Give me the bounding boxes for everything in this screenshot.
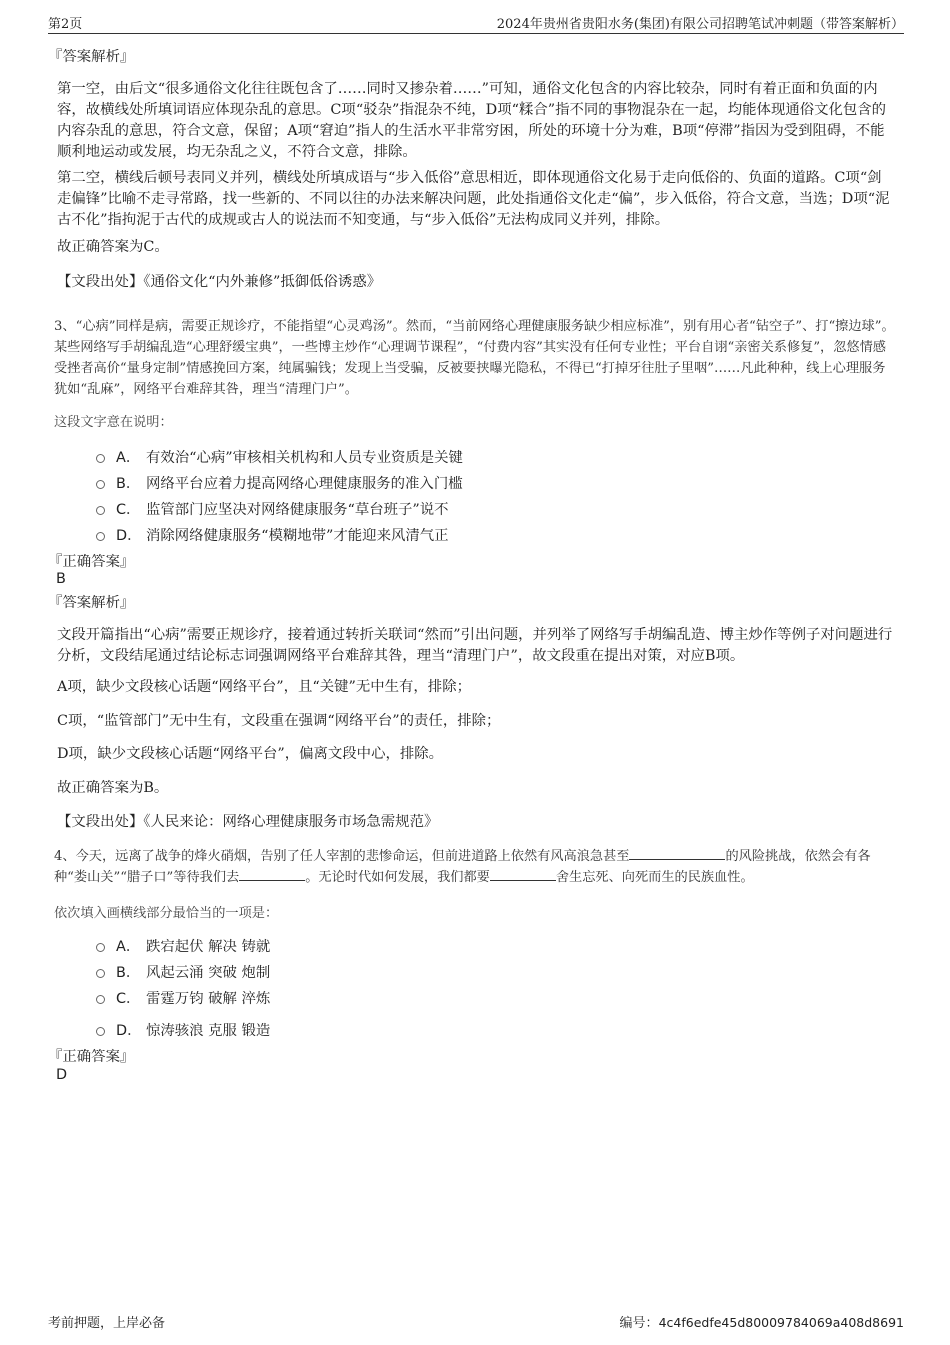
radio-button[interactable] (96, 454, 105, 463)
question-stem: 3、“心病”同样是病，需要正规诊疗，不能指望“心灵鸡汤”。然而，“当前网络心理健康服务缺少相应标准”，别有用心者“钻空子”、打“擦边球”。某些网络写手胡编乱造“心理舒缓宝典”，一些博主炒作“心理调节课程”，“付费内容”其实没有任何专业性；平台自诩“亲密关系修复”，忽悠情感受挫者高价“量身定制”情感挽回方案，纯属骗钱；发现上当受骗，反被要挟曝光隐私，不得已“打掉牙往肚子里咽”……凡此种种，线上心理服务犹如“乱麻”，网络平台难辞其咎，理当“清理门户”。 (54, 319, 895, 397)
source-citation: 【文段出处】《通俗文化“内外兼修”抵御低俗诱惑》 (57, 274, 382, 290)
analysis-paragraph: 文段开篇指出“心病”需要正规诊疗，接着通过转折关联词“然而”引出问题，并列举了网络写手胡编乱造、博主炒作等例子对问题进行分析，文段结尾通过结论标志词强调网络平台难辞其咎，理当“清理门户”，故文段重在提出对策，对应B项。 (57, 627, 893, 664)
radio-button[interactable] (96, 480, 105, 489)
footer-slogan: 考前押题，上岸必备 (48, 1316, 166, 1331)
source-citation: 【文段出处】《人民来论：网络心理健康服务市场急需规范》 (57, 814, 439, 830)
correct-answer: B (56, 571, 66, 587)
document-code: 编号：4c4f6edfe45d80009784069a408d8691 (619, 1315, 904, 1331)
radio-button[interactable] (96, 1027, 105, 1036)
blank-2[interactable] (239, 868, 305, 881)
correct-answer: D (56, 1067, 68, 1083)
question-prompt: 这段文字意在说明： (54, 415, 173, 430)
radio-button[interactable] (96, 943, 105, 952)
correct-answer-label: 『正确答案』 (48, 554, 135, 570)
radio-button[interactable] (96, 532, 105, 541)
question-stem: 4、今天，远离了战争的烽火硝烟，告别了任人宰割的悲惨命运，但前进道路上依然有风高浪急甚至 的风险挑战，依然会有各种“娄山关”“腊子口”等待我们去 。无论时代如何发展，我们都要 舍生忘死、向死而生的民族血性。 (54, 849, 871, 885)
radio-button[interactable] (96, 506, 105, 515)
blank-3[interactable] (490, 868, 556, 881)
analysis-paragraph: 第二空，横线后顿号表同义并列，横线处所填成语与“步入低俗”意思相近，即体现通俗文化易于走向低俗的、负面的道路。C项“剑走偏锋”比喻不走寻常路，找一些新的、不同以往的办法来解决问题，此处指通俗文化走“偏”，步入低俗，符合文意，当选；D项“泥古不化”指拘泥于古代的成规或古人的说法而不知变通，与“步入低俗”无法构成同义并列，排除。 (57, 170, 890, 228)
analysis-label: 『答案解析』 (48, 49, 135, 65)
analysis-label: 『答案解析』 (48, 595, 135, 611)
page-header (48, 13, 904, 34)
radio-button[interactable] (96, 969, 105, 978)
analysis-paragraph: A项，缺少文段核心话题“网络平台”，且“关键”无中生有，排除； (57, 679, 471, 695)
question-prompt: 依次填入画横线部分最恰当的一项是： (54, 906, 279, 921)
analysis-paragraph: D项，缺少文段核心话题“网络平台”，偏离文段中心，排除。 (57, 746, 444, 762)
document-title: 2024年贵州省贵阳水务(集团)有限公司招聘笔试冲刺题（带答案解析） (496, 17, 904, 32)
radio-button[interactable] (96, 995, 105, 1004)
analysis-paragraph: C项，“监管部门”无中生有，文段重在强调“网络平台”的责任，排除； (57, 713, 501, 729)
blank-1[interactable] (629, 847, 725, 860)
page-number: 第2页 (48, 17, 83, 32)
analysis-paragraph: 第一空，由后文“很多通俗文化往往既包含了……同时又掺杂着……”可知，通俗文化包含的内容比较杂，同时有着正面和负面的内容，故横线处所填词语应体现杂乱的意思。C项“驳杂”指混杂不纯，D项“糅合”指不同的事物混杂在一起，均能体现通俗文化包含的内容杂乱的意思，符合文意，保留；A项“窘迫”指人的生活水平非常穷困，所处的环境十分为难，B项“停滞”指因为受到阻碍，不能顺利地运动或发展，均无杂乱之义，不符合文意，排除。 (57, 81, 887, 160)
conclusion: 故正确答案为C。 (57, 239, 169, 255)
conclusion: 故正确答案为B。 (57, 780, 169, 796)
correct-answer-label: 『正确答案』 (48, 1049, 135, 1065)
